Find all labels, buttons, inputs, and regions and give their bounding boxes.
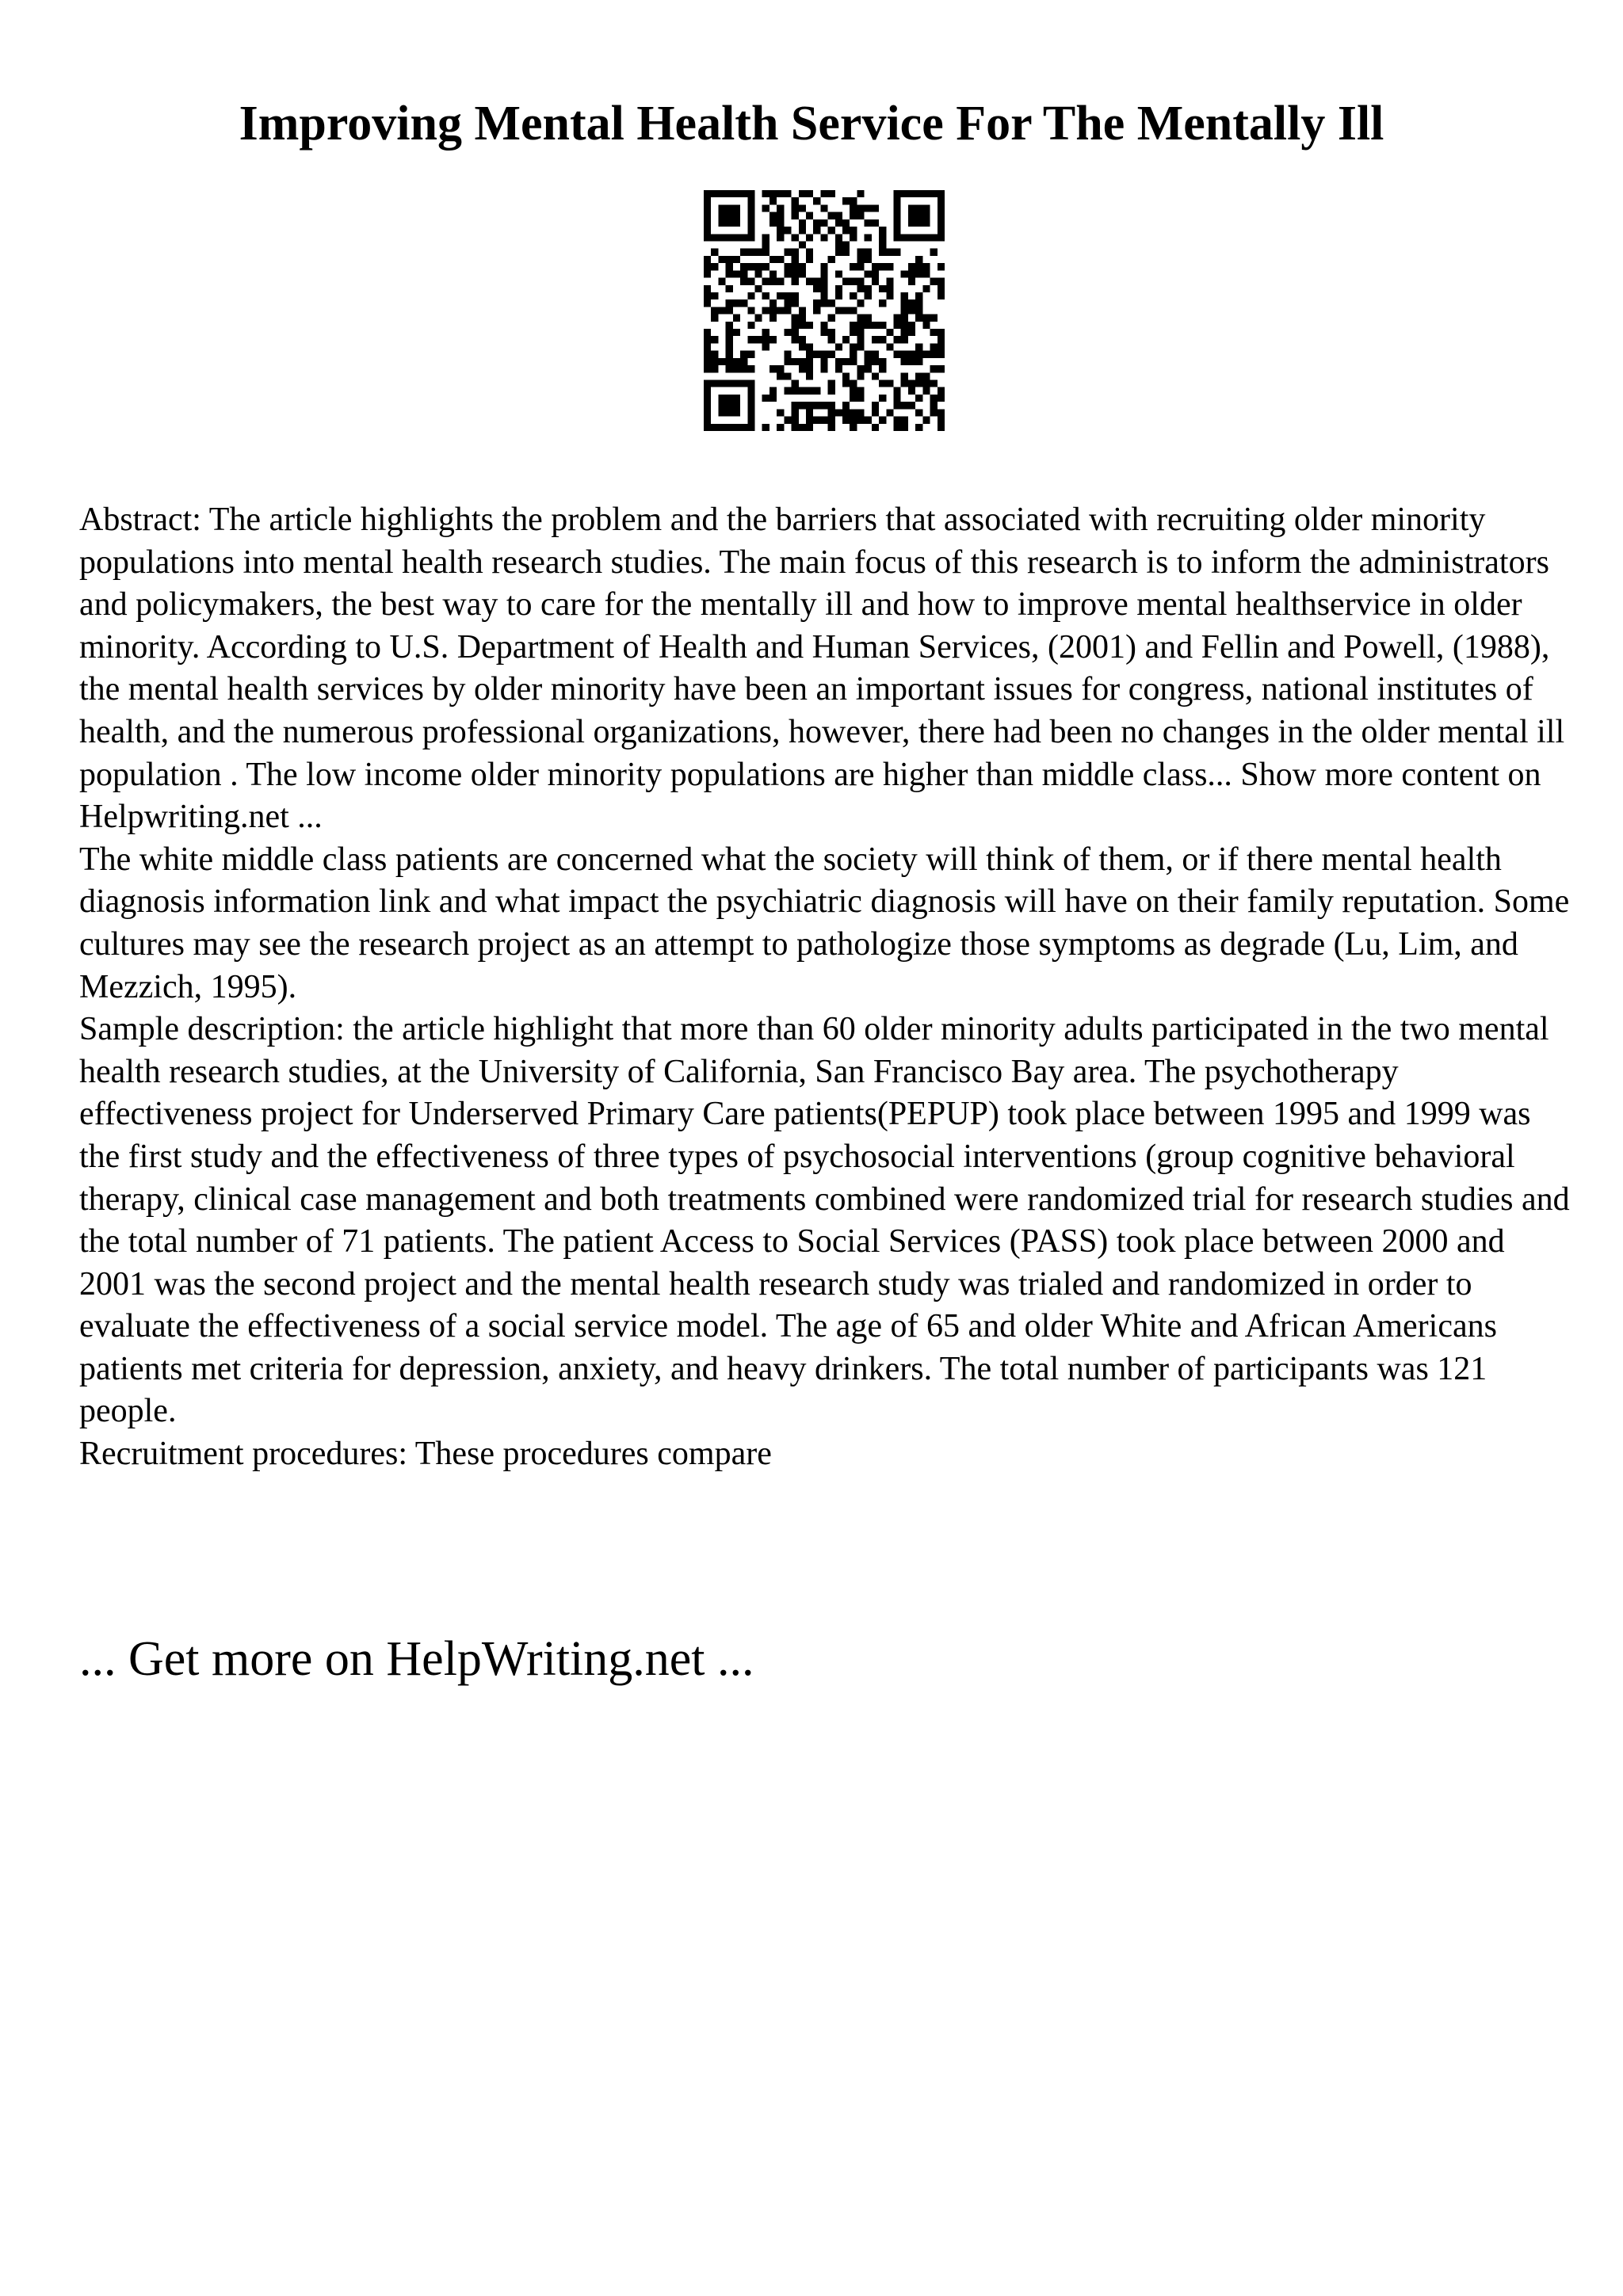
body-paragraph: The white middle class patients are concerned what the society will think of them, or if there mental health diagnosis information link and what impact the psychiatric diagnosis will have on their family reputation. Some cultures may see the research project as an attempt to pathologize those symptoms as degrade (Lu, Lim, and Mezzich, 1995).: [79, 841, 1570, 1005]
recruitment-paragraph: Recruitment procedures: These procedures compare: [79, 1436, 772, 1473]
document-title: Improving Mental Health Service For The Mentally Ill: [239, 97, 1384, 151]
document-body: [79, 499, 1577, 1476]
sample-description-paragraph: Sample description: the article highlight that more than 60 older minority adults participated in the two mental health research studies, at the University of California, San Francisco Bay area. The psychotherapy effectiveness project for Underserved Primary Care patients(PEPUP) took place between 1995 and 1999 was the first study and the effectiveness of three types of psychosocial interventions (group cognitive behavioral therapy, clinical case management and both treatments combined were randomized trial for research studies and the total number of 71 patients. The patient Access to Social Services (PASS) took place between 2000 and 2001 was the second project and the mental health research study was trialed and randomized in order to evaluate the effectiveness of a social service model. The age of 65 and older White and African Americans patients met criteria for depression, anxiety, and heavy drinkers. The total number of participants was 121 people.: [79, 1011, 1570, 1430]
abstract-paragraph: Abstract: The article highlights the problem and the barriers that associated with recruiting older minority populations into mental health research studies. The main focus of this research is to inform the administrators and policymakers, the best way to care for the mentally ill and how to improve mental healthservice in older minority. According to U.S. Department of Health and Human Services, (2001) and Fellin and Powell, (1988), the mental health services by older minority have been an important issues for congress, national institutes of health, and the numerous professional organizations, however, there had been no changes in the older mental ill population . The low income older minority populations are higher than middle class... Show more content on Helpwriting.net ...: [79, 502, 1565, 836]
qr-code-icon: [704, 190, 945, 431]
get-more-link[interactable]: ... Get more on HelpWriting.net ...: [79, 1632, 754, 1686]
